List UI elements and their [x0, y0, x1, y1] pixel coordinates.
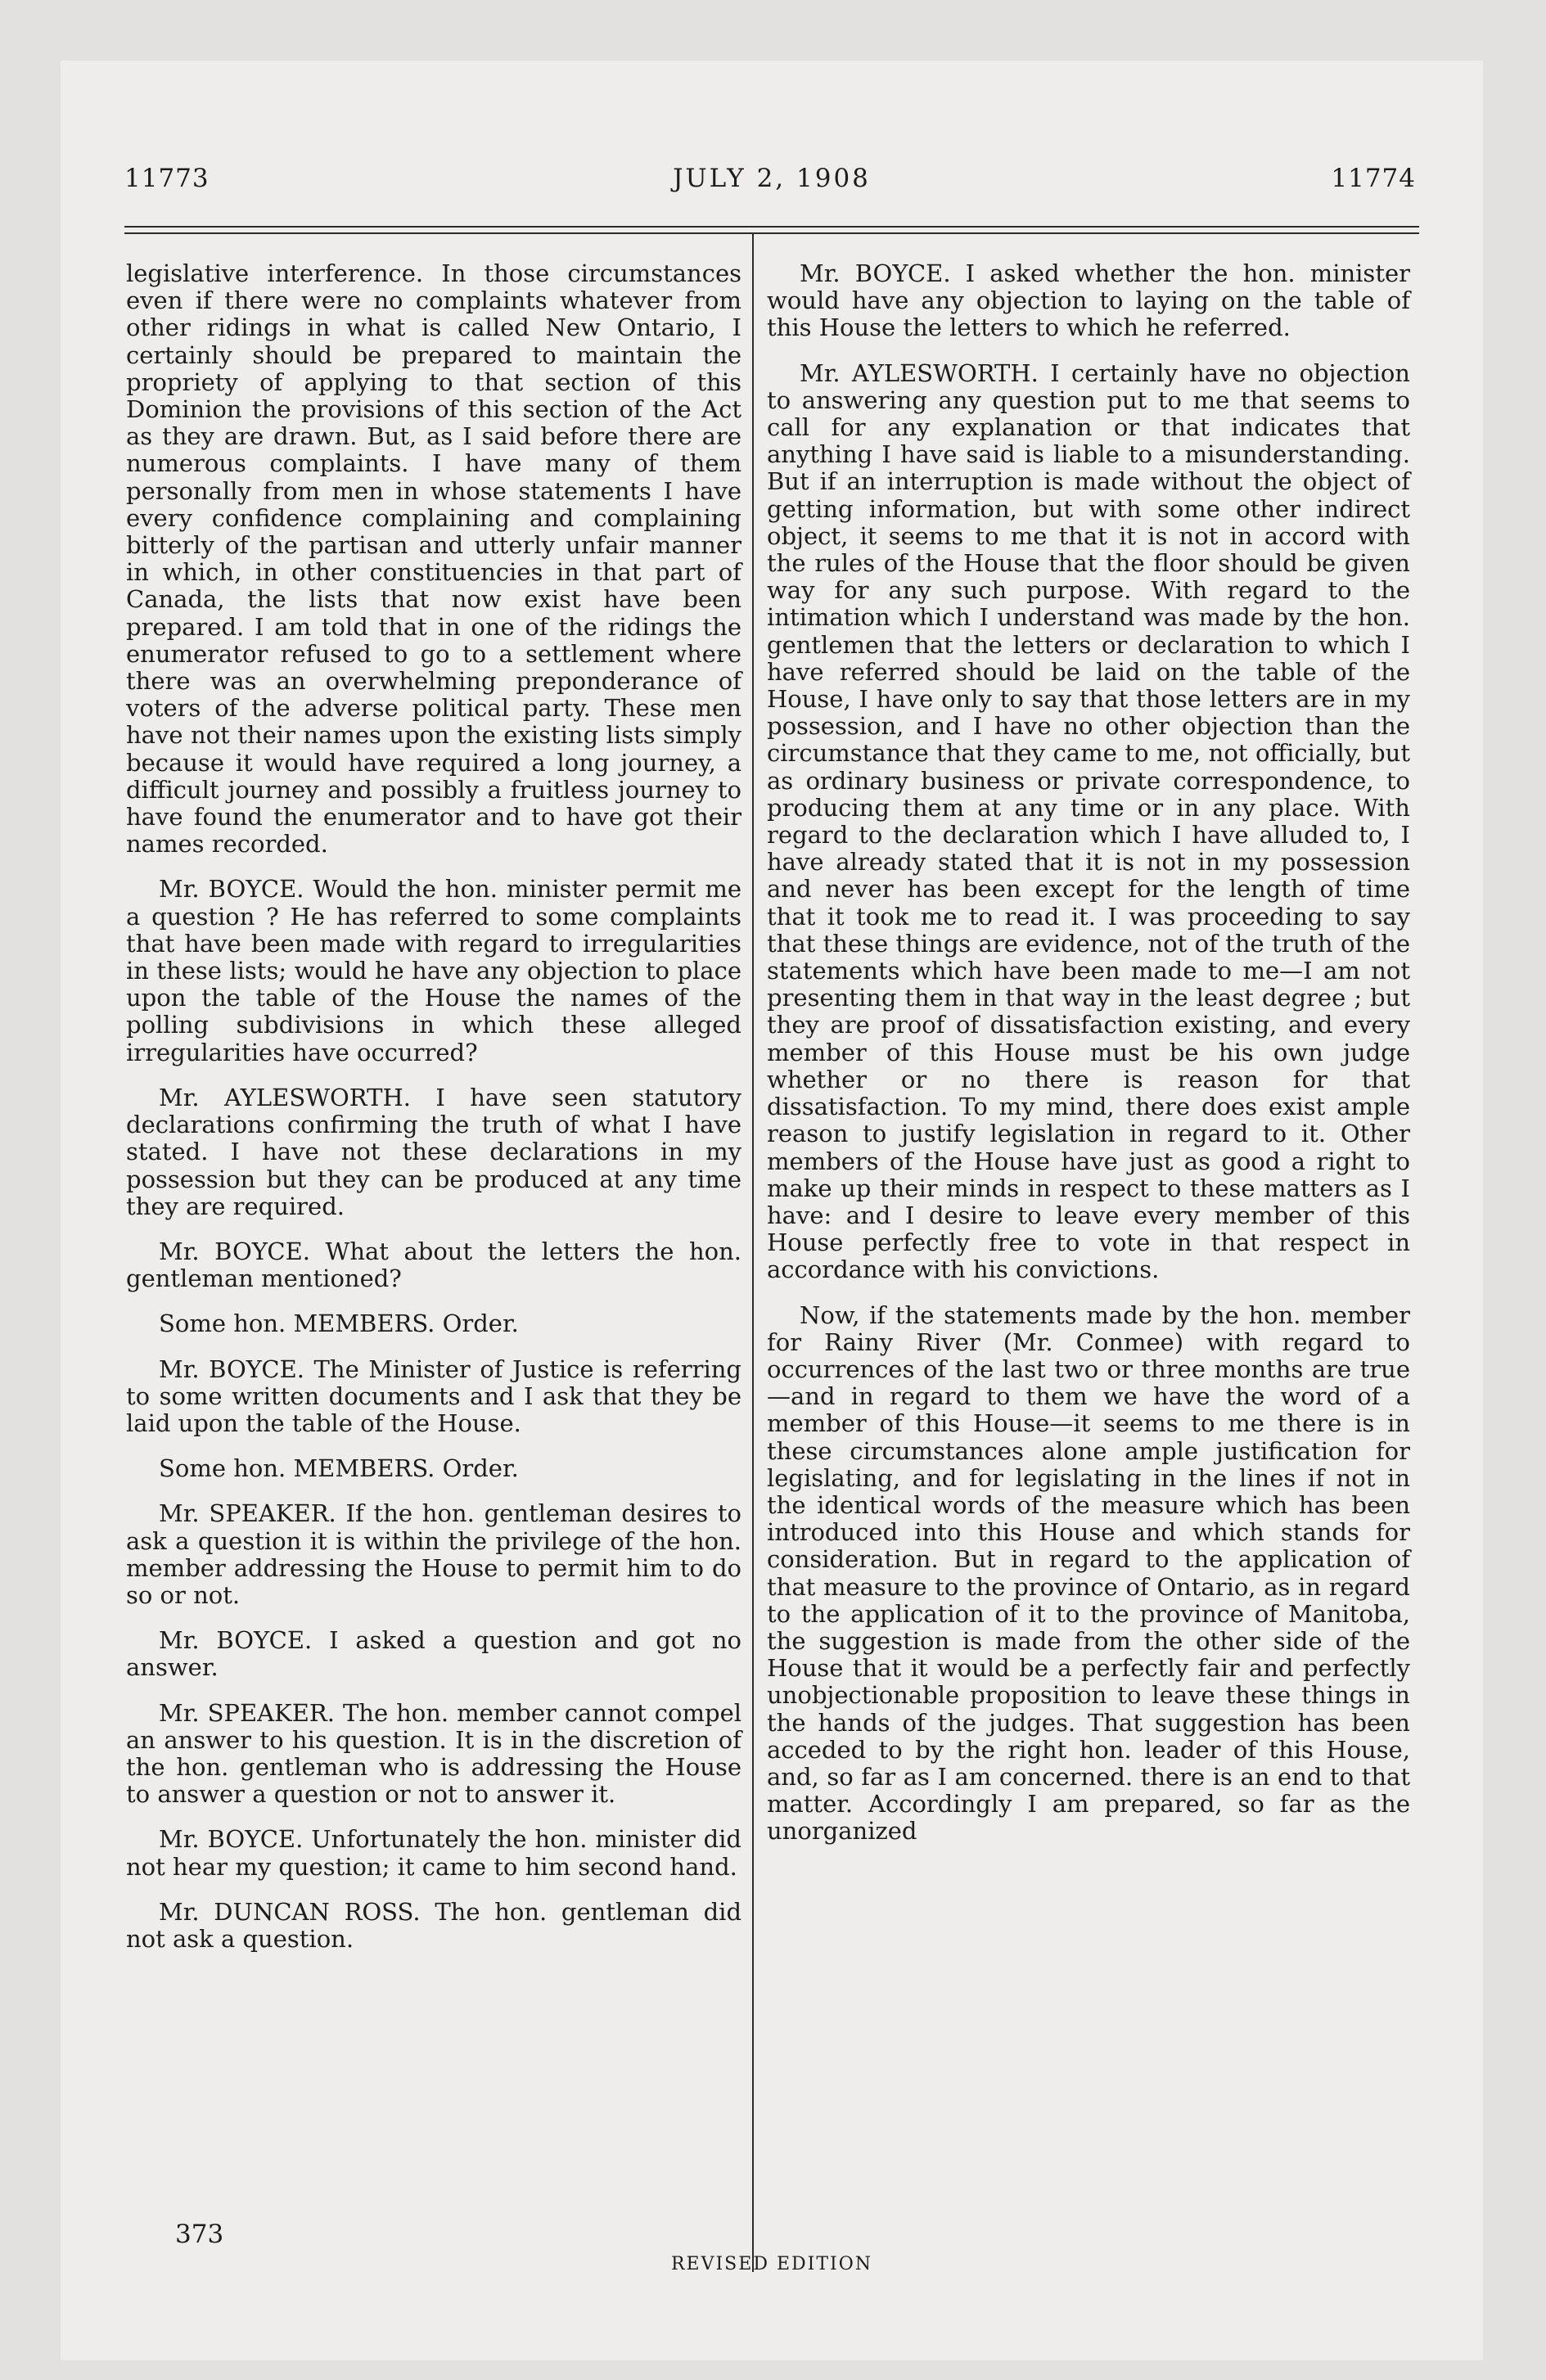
speech-paragraph [126, 1899, 741, 1953]
page-date: JULY 2, 1908 [673, 164, 871, 193]
speech-paragraph [126, 876, 741, 1066]
column-divider [752, 234, 754, 2272]
header-rule-bottom [124, 232, 1419, 234]
speech-paragraph [767, 360, 1410, 1284]
speaker-name: Mr. BOYCE. [800, 259, 951, 287]
speech-paragraph [126, 1238, 741, 1292]
speech-text: The hon. member cannot compel an answer to his question. It is in the discretion of the hon. gentleman who is addressing the House to answer a question or not to answer it. [126, 1698, 742, 1809]
speaker-name: Mr. AYLESWORTH. [800, 358, 1039, 387]
speech-text: What about the letters the hon. gentleman mentioned? [126, 1237, 741, 1293]
speaker-name: Mr. SPEAKER. [159, 1499, 336, 1528]
left-column [126, 260, 741, 1971]
document-page [61, 61, 1483, 2360]
speaker-name: Some hon. MEMBERS. [159, 1454, 435, 1483]
speaker-name: Mr. AYLESWORTH. [159, 1083, 411, 1111]
footer-page-number: 373 [175, 2220, 224, 2249]
speech-paragraph [126, 260, 741, 858]
speech-text: Unfortunately the hon. minister did not hear my question; it came to him second hand. [126, 1825, 741, 1881]
speech-text: I certainly have no objection to answering any question put to me that seems to call for any explanation or that indicates that anything I have said is liable to a misunderstanding. But if an interruption is made without the object of getting information, but with some other indirect object, it seems to me that it is not in accord with the rules of the House that the floor should be given way for any such purpose. With regard to the intimation which I understand was made by the hon. gentlemen that the letters or declaration to which I have referred should be laid on the table of the House, I have only to say that those letters are in my possession, and I have no other objection than the circumstance that they came to me, not officially, but as ordinary business or private correspondence, to producing them at any time or in any place. With regard to the declaration which I have alluded to, I have already stated that it is not in my possession and never has been except for the length of time that it took me to read it. I was proceeding to say that these things are evidence, not of the truth of the statements which have been made to me—I am not presenting them in that way in the least degree ; but they are proof of dissatisfaction existing, and every member of this House must be his own judge whether or no there is reason for that dissatisfaction. To my mind, there does exist ample reason to justify legislation in regard to it. Other members of the House have just as good a right to make up their minds in respect to these matters as I have: and I desire to leave every member of this House perfectly free to vote in that respect in accordance with his convictions. [767, 358, 1410, 1284]
speech-paragraph [126, 1826, 741, 1880]
speech-text: The Minister of Justice is referring to some written documents and I ask that they be laid upon the table of the House. [126, 1355, 741, 1437]
speech-text: I asked whether the hon. minister would have any objection to laying on the table of this House the letters to which he referred. [767, 259, 1410, 342]
speaker-name: Mr. SPEAKER. [159, 1698, 335, 1727]
speech-paragraph [126, 1500, 741, 1609]
speaker-name: Mr. BOYCE. [159, 1626, 313, 1655]
right-page-number: 11774 [1331, 164, 1416, 193]
speaker-name: Mr. BOYCE. [159, 1237, 310, 1265]
speech-text: Order. [442, 1454, 519, 1483]
speech-text: Now, if the statements made by the hon. member for Rainy River (Mr. Conmee) with regard to occurrences of the last two or three months are true—and in regard to them we have the word of a member of this House—it seems to me there is in these circumstances alone ample justification for legislating, and for legislating in the lines if not in the identical words of the measure which has been introduced into this House and which stands for consideration. But in regard to the application of that measure to the province of Ontario, as in regard to the application of it to the province of Manitoba, the suggestion is made from the other side of the House that it would be a perfectly fair and perfectly unobjectionable proposition to leave these things in the hands of the judges. That suggestion has been acceded to by the right hon. leader of this House, and, so far as I am concerned. there is an end to that matter. Accordingly I am prepared, so far as the unorganized [767, 1300, 1410, 1846]
speech-paragraph [767, 260, 1410, 342]
speaker-name: Mr. BOYCE. [159, 1825, 304, 1854]
speaker-name: Mr. BOYCE. [159, 1355, 304, 1383]
speech-text: Would the hon. minister permit me a question ? He has referred to some complaints that have been made with regard to irregularities in these lists; would he have any objection to place upon the table of the House the names of the polling subdivisions in which these alleged irregularities have occurred? [126, 875, 741, 1066]
speech-paragraph [126, 1627, 741, 1681]
speech-paragraph [126, 1310, 741, 1337]
right-column [767, 260, 1410, 1864]
header-rule-top [124, 226, 1419, 228]
left-page-number: 11773 [124, 164, 210, 193]
speech-paragraph [767, 1302, 1410, 1846]
speech-text: Order. [442, 1309, 519, 1338]
speaker-name: Some hon. MEMBERS. [159, 1309, 435, 1338]
speaker-name: Mr. DUNCAN ROSS. [159, 1897, 421, 1926]
speech-paragraph [126, 1356, 741, 1438]
speaker-name: Mr. BOYCE. [159, 875, 304, 904]
speech-paragraph [126, 1455, 741, 1482]
footer-edition: REVISED EDITION [670, 2254, 872, 2274]
speech-paragraph [126, 1084, 741, 1220]
speech-text: The hon. gentleman did not ask a question. [126, 1897, 742, 1953]
speech-text: legislative interference. In those circumstances even if there were no complaints whatever from other ridings in what is called New Ontario, I certainly should be prepared to maintain the propriety of applying to that section of this Dominion the provisions of this section of the Act as they are drawn. But, as I said before there are numerous complaints. I have many of them personally from men in whose statements I have every confidence complaining and complaining bitterly of the partisan and utterly unfair manner in which, in other constituencies in that part of Canada, the lists that now exist have been prepared. I am told that in one of the ridings the enumerator refused to go to a settlement where there was an overwhelming preponderance of voters of the adverse political party. These men have not their names upon the existing lists simply because it would have required a long journey, a difficult journey and possibly a fruitless journey to have found the enumerator and to have got their names recorded. [126, 259, 741, 859]
speech-paragraph [126, 1700, 741, 1809]
speech-text: I asked a question and got no answer. [126, 1626, 741, 1682]
speech-text: I have seen statutory declarations confirming the truth of what I have stated. I have not these declarations in my possession but they can be produced at any time they are required. [126, 1083, 741, 1220]
speech-text: If the hon. gentleman desires to ask a question it is within the privilege of the hon. member addressing the House to permit him to do so or not. [126, 1499, 742, 1609]
